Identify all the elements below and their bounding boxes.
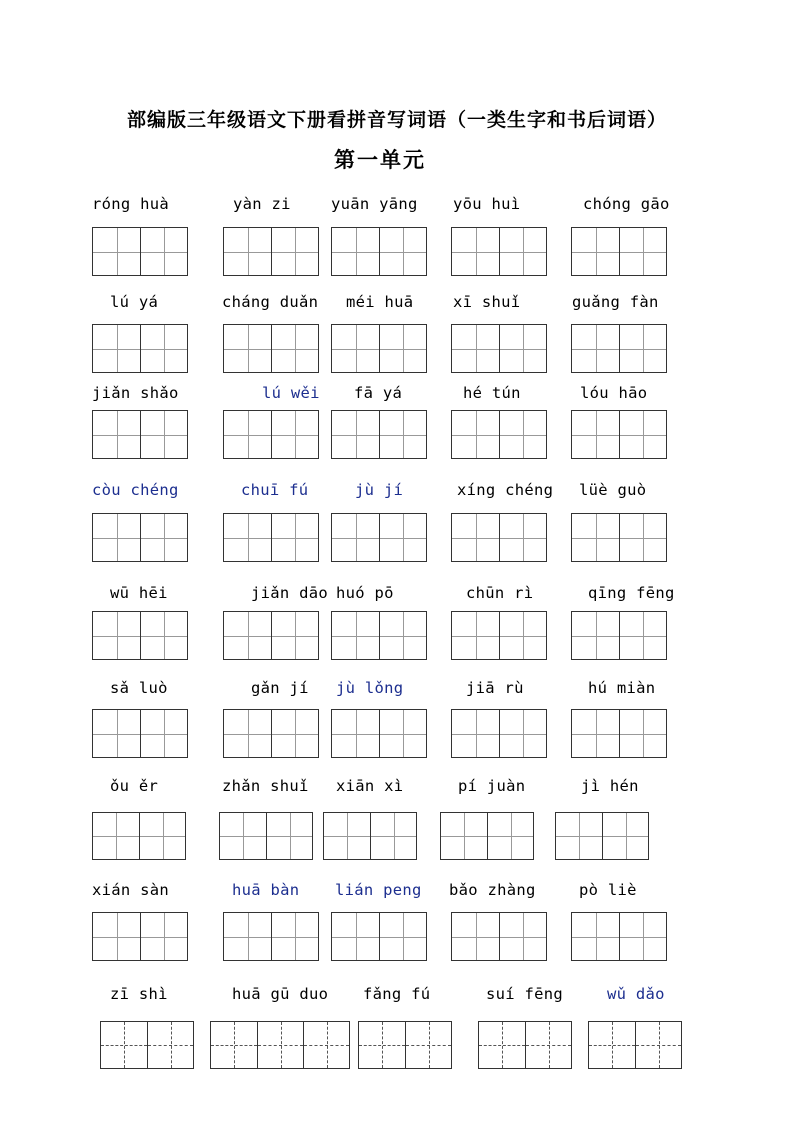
pinyin-label: còu chéng <box>92 481 179 499</box>
pinyin-label: jiǎn dāo <box>251 584 329 602</box>
tianzige-cell[interactable] <box>452 612 499 659</box>
tianzige-cell[interactable] <box>140 612 187 659</box>
word-row <box>0 584 794 676</box>
word-row <box>0 481 794 573</box>
tianzige-cell[interactable] <box>619 325 666 372</box>
tianzige-cell[interactable] <box>224 411 271 458</box>
tianzige-cell[interactable] <box>619 514 666 561</box>
writing-grid[interactable] <box>223 324 319 373</box>
tianzige-cell[interactable] <box>499 612 546 659</box>
pinyin-label: gǎn jí <box>251 679 309 697</box>
pinyin-label: qīng fēng <box>588 584 675 602</box>
tianzige-cell[interactable] <box>332 514 379 561</box>
tianzige-cell[interactable] <box>452 325 499 372</box>
writing-grid[interactable] <box>92 513 188 562</box>
tianzige-cell[interactable] <box>332 913 379 960</box>
word-row <box>0 195 794 287</box>
tianzige-cell[interactable] <box>479 1022 525 1068</box>
word-row <box>0 679 794 771</box>
pinyin-label: fā yá <box>354 384 403 402</box>
writing-grid[interactable] <box>100 1021 194 1069</box>
tianzige-cell[interactable] <box>379 228 426 275</box>
writing-grid[interactable] <box>331 611 427 660</box>
writing-grid[interactable] <box>571 410 667 459</box>
pinyin-label: sǎ luò <box>110 679 168 697</box>
tianzige-cell[interactable] <box>619 913 666 960</box>
pinyin-label: chóng gāo <box>583 195 670 213</box>
pinyin-label: xiān xì <box>336 777 404 795</box>
tianzige-cell[interactable] <box>556 813 602 859</box>
writing-grid[interactable] <box>331 324 427 373</box>
tianzige-cell[interactable] <box>271 710 318 757</box>
tianzige-cell[interactable] <box>572 913 619 960</box>
tianzige-cell[interactable] <box>452 411 499 458</box>
writing-grid[interactable] <box>323 812 417 860</box>
tianzige-cell[interactable] <box>332 612 379 659</box>
tianzige-cell[interactable] <box>93 325 140 372</box>
pinyin-label: lú wěi <box>262 384 320 402</box>
pinyin-label: pò liè <box>579 881 637 899</box>
tianzige-cell[interactable] <box>332 228 379 275</box>
word-row <box>0 777 794 869</box>
writing-grid[interactable] <box>451 912 547 961</box>
tianzige-cell[interactable] <box>93 913 140 960</box>
pinyin-label: chuī fú <box>241 481 309 499</box>
tianzige-cell[interactable] <box>147 1022 193 1068</box>
writing-grid[interactable] <box>92 324 188 373</box>
tianzige-cell[interactable] <box>370 813 416 859</box>
tianzige-cell[interactable] <box>271 228 318 275</box>
pinyin-label: lóu hāo <box>580 384 648 402</box>
tianzige-cell[interactable] <box>452 710 499 757</box>
pinyin-label: huó pō <box>336 584 394 602</box>
writing-grid[interactable] <box>571 513 667 562</box>
tianzige-cell[interactable] <box>379 514 426 561</box>
tianzige-cell[interactable] <box>499 411 546 458</box>
pinyin-label: huā gū duo <box>232 985 329 1003</box>
tianzige-cell[interactable] <box>602 813 648 859</box>
tianzige-cell[interactable] <box>619 228 666 275</box>
tianzige-cell[interactable] <box>140 325 187 372</box>
writing-grid[interactable] <box>92 410 188 459</box>
tianzige-cell[interactable] <box>266 813 312 859</box>
tianzige-cell[interactable] <box>271 514 318 561</box>
tianzige-cell[interactable] <box>303 1022 349 1068</box>
pinyin-label: xíng chéng <box>457 481 554 499</box>
writing-grid[interactable] <box>478 1021 572 1069</box>
writing-grid[interactable] <box>210 1021 350 1069</box>
writing-grid[interactable] <box>92 611 188 660</box>
writing-grid[interactable] <box>331 912 427 961</box>
tianzige-cell[interactable] <box>572 710 619 757</box>
writing-grid[interactable] <box>331 709 427 758</box>
tianzige-cell[interactable] <box>220 813 266 859</box>
pinyin-label: hú miàn <box>588 679 656 697</box>
pinyin-label: xī shuǐ <box>453 293 521 311</box>
writing-grid[interactable] <box>331 513 427 562</box>
tianzige-cell[interactable] <box>635 1022 681 1068</box>
writing-grid[interactable] <box>92 227 188 276</box>
tianzige-cell[interactable] <box>379 913 426 960</box>
tianzige-cell[interactable] <box>499 228 546 275</box>
pinyin-label: xián sàn <box>92 881 170 899</box>
tianzige-cell[interactable] <box>271 913 318 960</box>
pinyin-label: jiā rù <box>466 679 524 697</box>
tianzige-cell[interactable] <box>101 1022 147 1068</box>
writing-grid[interactable] <box>223 513 319 562</box>
tianzige-cell[interactable] <box>452 228 499 275</box>
pinyin-label: yōu huì <box>453 195 521 213</box>
tianzige-cell[interactable] <box>93 228 140 275</box>
tianzige-cell[interactable] <box>572 411 619 458</box>
writing-grid[interactable] <box>358 1021 452 1069</box>
tianzige-cell[interactable] <box>379 411 426 458</box>
tianzige-cell[interactable] <box>324 813 370 859</box>
pinyin-label: fǎng fú <box>363 985 431 1003</box>
tianzige-cell[interactable] <box>405 1022 451 1068</box>
tianzige-cell[interactable] <box>140 228 187 275</box>
writing-grid[interactable] <box>440 812 534 860</box>
tianzige-cell[interactable] <box>572 514 619 561</box>
writing-grid[interactable] <box>571 912 667 961</box>
tianzige-cell[interactable] <box>93 710 140 757</box>
pinyin-label: yuān yāng <box>331 195 418 213</box>
writing-grid[interactable] <box>451 709 547 758</box>
pinyin-label: ǒu ěr <box>110 777 159 795</box>
tianzige-cell[interactable] <box>271 325 318 372</box>
pinyin-label: jù lǒng <box>336 679 404 697</box>
tianzige-cell[interactable] <box>271 612 318 659</box>
pinyin-label: chūn rì <box>466 584 534 602</box>
tianzige-cell[interactable] <box>93 813 139 859</box>
pinyin-label: yàn zi <box>233 195 291 213</box>
word-row <box>0 881 794 973</box>
tianzige-cell[interactable] <box>224 514 271 561</box>
tianzige-cell[interactable] <box>619 411 666 458</box>
tianzige-cell[interactable] <box>140 913 187 960</box>
tianzige-cell[interactable] <box>140 411 187 458</box>
writing-grid[interactable] <box>571 227 667 276</box>
word-row <box>0 293 794 385</box>
pinyin-label: wǔ dǎo <box>607 985 665 1003</box>
pinyin-label: wū hēi <box>110 584 168 602</box>
tianzige-cell[interactable] <box>379 612 426 659</box>
writing-grid[interactable] <box>451 513 547 562</box>
pinyin-label: jiǎn shǎo <box>92 384 179 402</box>
pinyin-label: bǎo zhàng <box>449 881 536 899</box>
tianzige-cell[interactable] <box>452 514 499 561</box>
tianzige-cell[interactable] <box>525 1022 571 1068</box>
writing-grid[interactable] <box>92 709 188 758</box>
writing-grid[interactable] <box>331 227 427 276</box>
pinyin-label: lú yá <box>110 293 159 311</box>
tianzige-cell[interactable] <box>499 913 546 960</box>
tianzige-cell[interactable] <box>139 813 185 859</box>
tianzige-cell[interactable] <box>224 325 271 372</box>
tianzige-cell[interactable] <box>271 411 318 458</box>
pinyin-label: cháng duǎn <box>222 293 319 311</box>
unit-heading: 第一单元 <box>334 147 426 172</box>
pinyin-label: huā bàn <box>232 881 300 899</box>
tianzige-cell[interactable] <box>224 228 271 275</box>
tianzige-cell[interactable] <box>224 612 271 659</box>
tianzige-cell[interactable] <box>499 710 546 757</box>
writing-grid[interactable] <box>571 709 667 758</box>
tianzige-cell[interactable] <box>93 612 140 659</box>
tianzige-cell[interactable] <box>499 325 546 372</box>
tianzige-cell[interactable] <box>93 514 140 561</box>
tianzige-cell[interactable] <box>572 228 619 275</box>
pinyin-label: lián peng <box>335 881 422 899</box>
writing-grid[interactable] <box>555 812 649 860</box>
word-row <box>0 384 794 476</box>
writing-grid[interactable] <box>92 912 188 961</box>
tianzige-cell[interactable] <box>487 813 533 859</box>
tianzige-cell[interactable] <box>211 1022 257 1068</box>
pinyin-label: róng huà <box>92 195 170 213</box>
tianzige-cell[interactable] <box>379 325 426 372</box>
writing-grid[interactable] <box>451 611 547 660</box>
tianzige-cell[interactable] <box>140 710 187 757</box>
word-row <box>0 985 794 1077</box>
pinyin-label: pí juàn <box>458 777 526 795</box>
tianzige-cell[interactable] <box>379 710 426 757</box>
tianzige-cell[interactable] <box>572 325 619 372</box>
writing-grid[interactable] <box>223 227 319 276</box>
writing-grid[interactable] <box>451 410 547 459</box>
pinyin-label: méi huā <box>346 293 414 311</box>
writing-grid[interactable] <box>571 324 667 373</box>
tianzige-cell[interactable] <box>332 411 379 458</box>
writing-grid[interactable] <box>223 709 319 758</box>
pinyin-label: hé tún <box>463 384 521 402</box>
tianzige-cell[interactable] <box>140 514 187 561</box>
tianzige-cell[interactable] <box>441 813 487 859</box>
writing-grid[interactable] <box>331 410 427 459</box>
writing-grid[interactable] <box>92 812 186 860</box>
writing-grid[interactable] <box>588 1021 682 1069</box>
pinyin-label: zhǎn shuǐ <box>222 777 309 795</box>
tianzige-cell[interactable] <box>332 710 379 757</box>
pinyin-label: suí fēng <box>486 985 564 1003</box>
page-title: 部编版三年级语文下册看拼音写词语（一类生字和书后词语） <box>126 109 667 131</box>
writing-grid[interactable] <box>451 227 547 276</box>
pinyin-label: zī shì <box>110 985 168 1003</box>
pinyin-label: jì hén <box>581 777 639 795</box>
writing-grid[interactable] <box>451 324 547 373</box>
writing-grid[interactable] <box>223 912 319 961</box>
tianzige-cell[interactable] <box>499 514 546 561</box>
writing-grid[interactable] <box>219 812 313 860</box>
tianzige-cell[interactable] <box>619 612 666 659</box>
tianzige-cell[interactable] <box>93 411 140 458</box>
tianzige-cell[interactable] <box>452 913 499 960</box>
tianzige-cell[interactable] <box>619 710 666 757</box>
tianzige-cell[interactable] <box>572 612 619 659</box>
tianzige-cell[interactable] <box>224 710 271 757</box>
pinyin-label: jù jí <box>355 481 404 499</box>
writing-grid[interactable] <box>571 611 667 660</box>
tianzige-cell[interactable] <box>359 1022 405 1068</box>
writing-grid[interactable] <box>223 611 319 660</box>
tianzige-cell[interactable] <box>224 913 271 960</box>
tianzige-cell[interactable] <box>332 325 379 372</box>
pinyin-label: guǎng fàn <box>572 293 659 311</box>
pinyin-label: lüè guò <box>579 481 647 499</box>
tianzige-cell[interactable] <box>257 1022 303 1068</box>
tianzige-cell[interactable] <box>589 1022 635 1068</box>
writing-grid[interactable] <box>223 410 319 459</box>
